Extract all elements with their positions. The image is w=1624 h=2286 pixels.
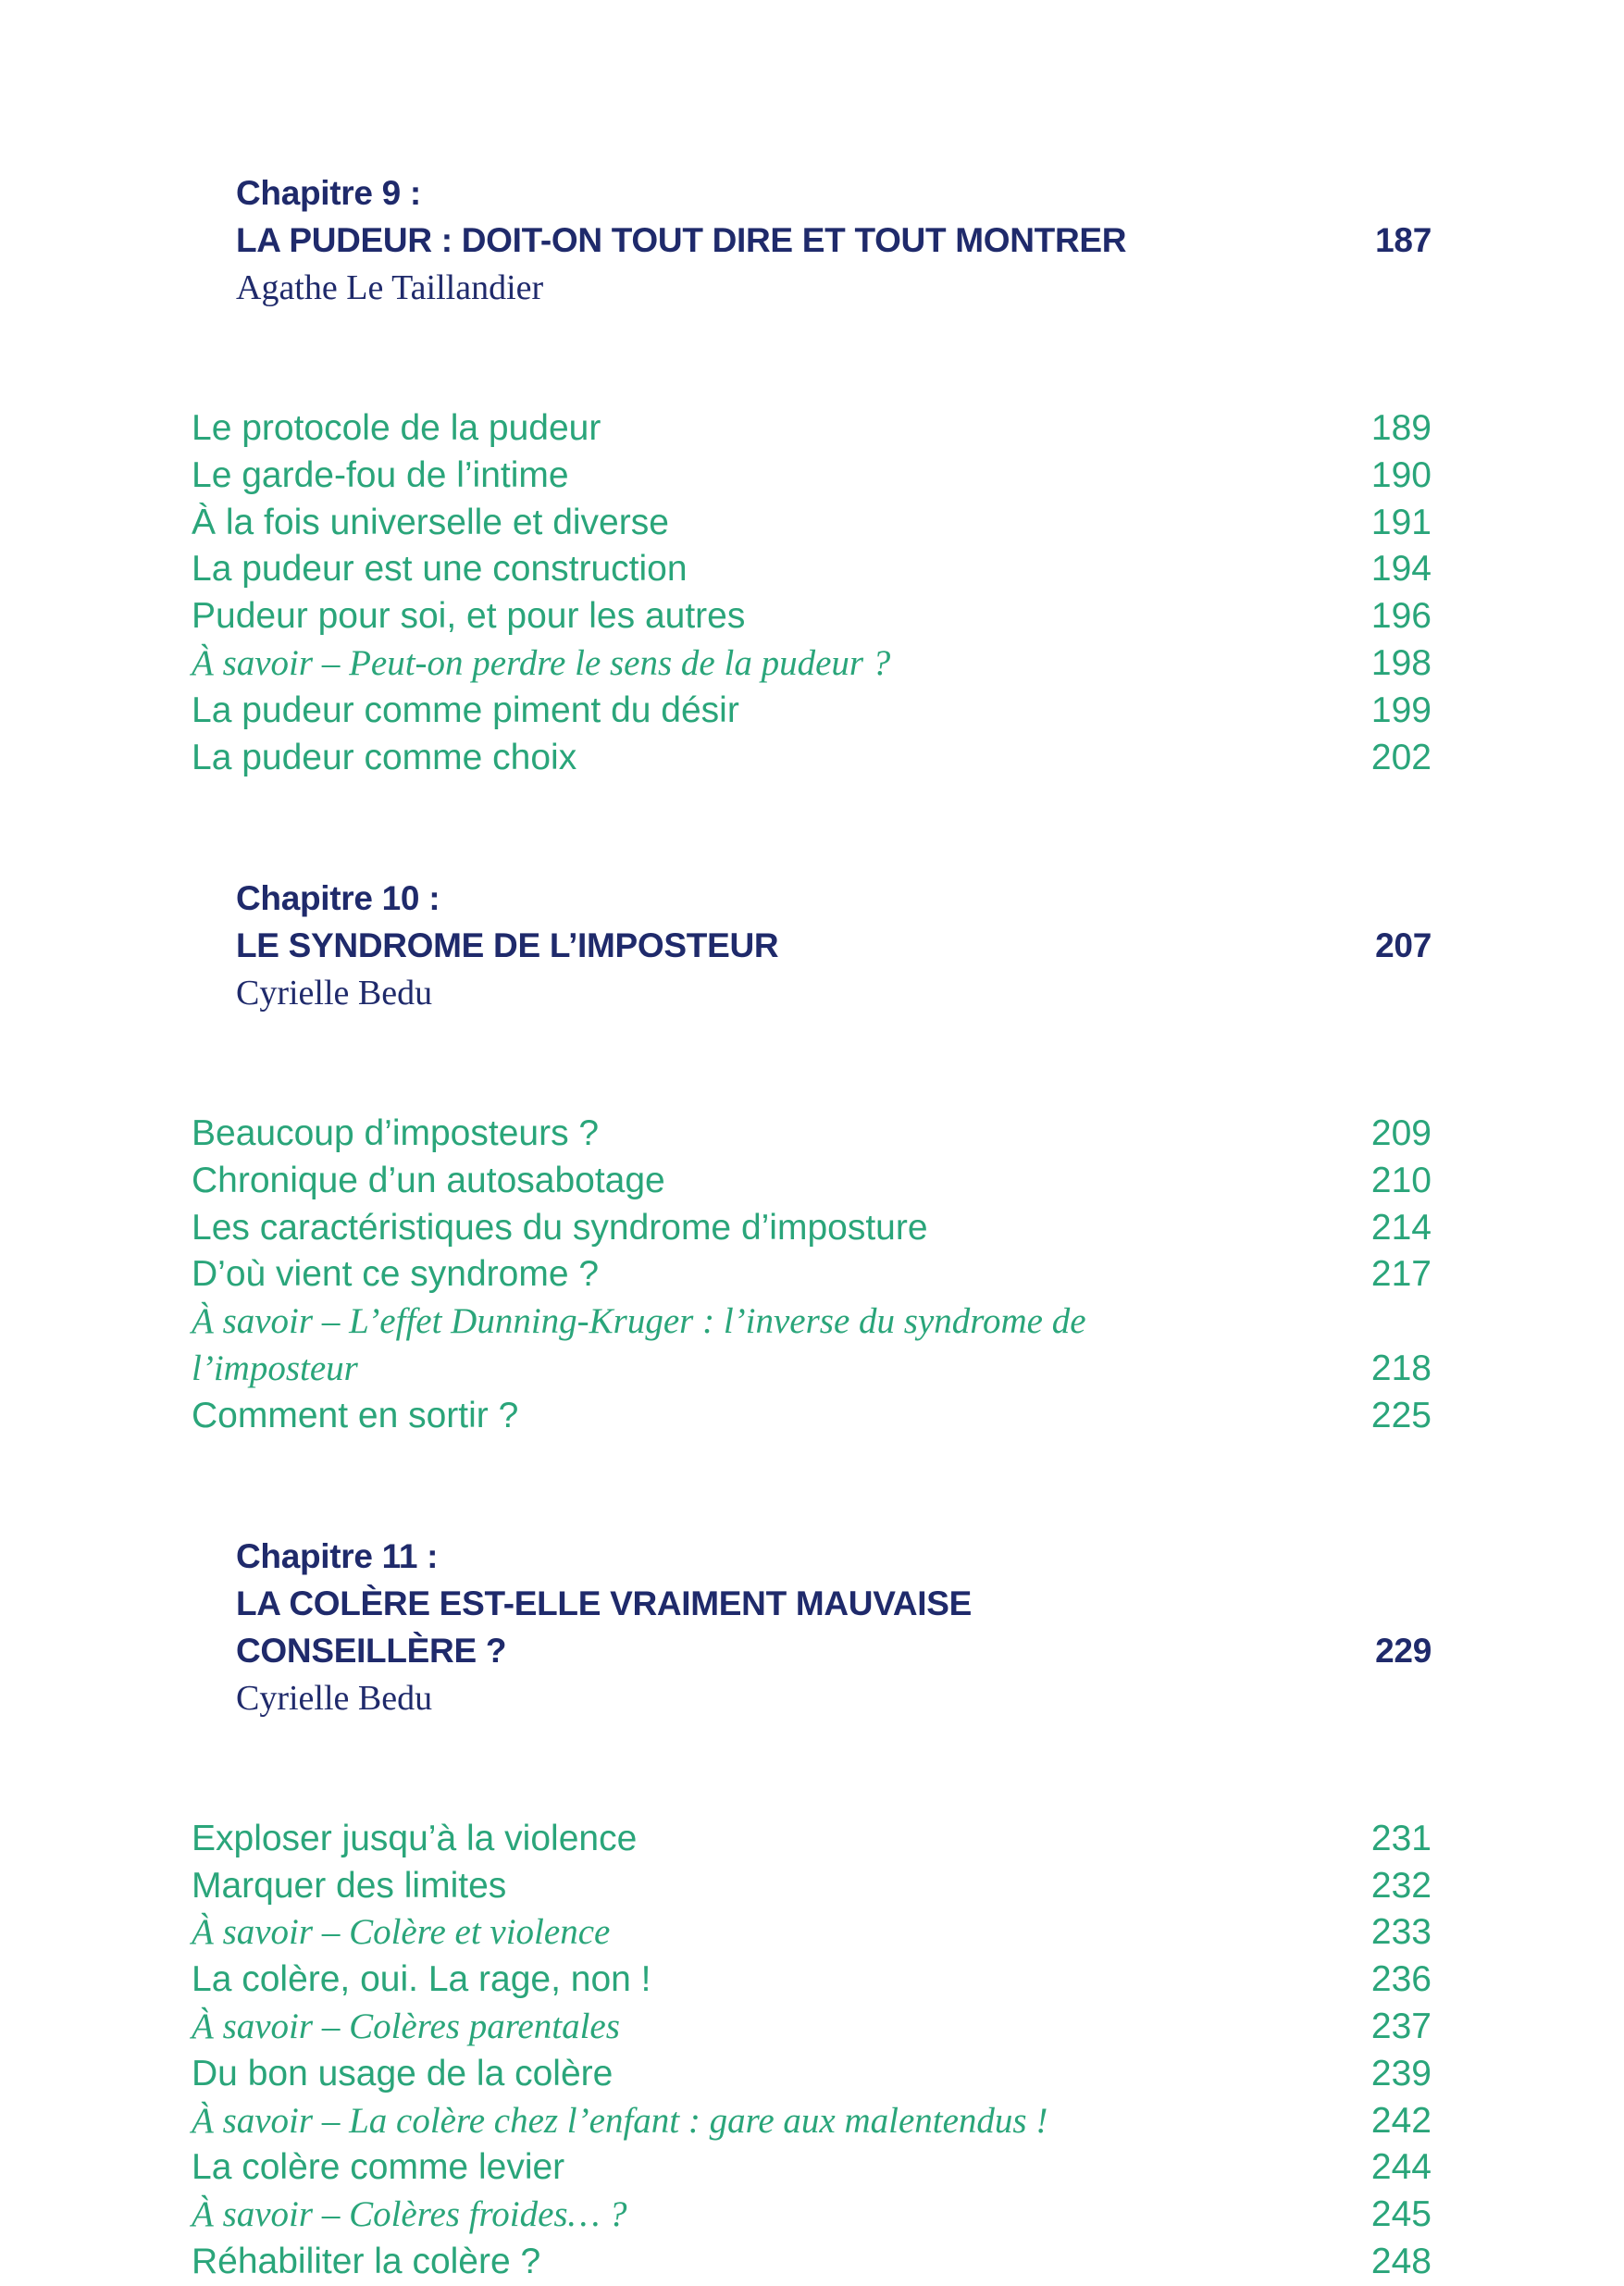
chapter-author: Cyrielle Bedu [236, 973, 433, 1013]
entry-title: Exploser jusqu’à la violence [192, 1818, 638, 1858]
chapter-label: Chapitre 10 : [236, 878, 440, 917]
chapter-title-row [192, 1581, 1432, 1628]
toc-entry[interactable] [192, 1205, 1432, 1252]
entry-page-number: 239 [1370, 2053, 1432, 2093]
chapter-title: CONSEILLÈRE ? [236, 1631, 507, 1670]
spacer [192, 1016, 1432, 1111]
toc-entry[interactable] [192, 2051, 1432, 2098]
entry-page-number: 244 [1370, 2147, 1432, 2188]
chapter-section [192, 876, 1432, 1440]
entry-page-number: 231 [1370, 1818, 1432, 1858]
chapter-page-number: 187 [1375, 220, 1432, 259]
entry-title: La pudeur comme choix [192, 737, 577, 777]
entry-page-number: 242 [1370, 2100, 1432, 2141]
entry-title: À savoir – La colère chez l’enfant : gare aux malentendus ! [192, 2100, 1048, 2141]
chapter-page-number: 207 [1375, 926, 1432, 964]
entry-title: À savoir – Colère et violence [192, 1912, 611, 1953]
entry-title: À savoir – Colères parentales [192, 2006, 620, 2047]
toc-entry-a-savoir[interactable] [192, 1346, 1432, 1393]
entry-title: Pudeur pour soi, et pour les autres [192, 596, 746, 637]
toc-entry[interactable] [192, 405, 1432, 453]
entry-title: Réhabiliter la colère ? [192, 2242, 541, 2282]
toc-entry[interactable] [192, 593, 1432, 640]
spacer [192, 311, 1432, 405]
entry-title: La colère, oui. La rage, non ! [192, 1959, 651, 2000]
chapter-title: LA COLÈRE EST-ELLE VRAIMENT MAUVAISE [236, 1584, 973, 1622]
toc-entry[interactable] [192, 2144, 1432, 2192]
chapter-author: Agathe Le Taillandier [236, 267, 544, 307]
entry-page-number: 217 [1370, 1254, 1432, 1295]
entry-page-number: 245 [1370, 2194, 1432, 2235]
toc-entry-a-savoir[interactable] [192, 640, 1432, 688]
entry-title: D’où vient ce syndrome ? [192, 1254, 600, 1295]
entry-page-number: 214 [1370, 1207, 1432, 1248]
toc-entry[interactable] [192, 1816, 1432, 1863]
spacer [192, 1721, 1432, 1816]
toc-entry-a-savoir[interactable] [192, 2004, 1432, 2051]
entry-page-number: 225 [1370, 1395, 1432, 1435]
toc-entry[interactable] [192, 546, 1432, 593]
entry-page-number: 209 [1370, 1112, 1432, 1153]
entry-page-number: 210 [1370, 1160, 1432, 1200]
entry-page-number: 196 [1370, 596, 1432, 637]
toc-entry[interactable] [192, 1957, 1432, 2004]
chapter-label: Chapitre 9 : [236, 174, 421, 212]
entry-title: Marquer des limites [192, 1865, 507, 1906]
chapter-title-row [192, 217, 1432, 265]
toc-entry-a-savoir[interactable] [192, 2098, 1432, 2145]
entry-title: La pudeur est une construction [192, 549, 688, 590]
chapter-title-row [192, 1628, 1432, 1675]
toc-entry-a-savoir[interactable] [192, 1909, 1432, 1957]
toc-entry[interactable] [192, 2239, 1432, 2286]
chapter-section [192, 170, 1432, 781]
entry-page-number: 189 [1370, 407, 1432, 448]
toc-entry-a-savoir[interactable] [192, 1298, 1432, 1346]
chapter-author-row [192, 1675, 1432, 1722]
entry-page-number: 237 [1370, 2006, 1432, 2047]
entry-page-number: 248 [1370, 2242, 1432, 2282]
chapter-label-row [192, 876, 1432, 923]
toc-entry[interactable] [192, 1863, 1432, 1910]
chapter-title: LE SYNDROME DE L’IMPOSTEUR [236, 926, 779, 964]
toc-entry[interactable] [192, 1251, 1432, 1298]
toc-entry-a-savoir[interactable] [192, 2192, 1432, 2239]
entry-title: À la fois universelle et diverse [192, 502, 669, 542]
entry-page-number: 199 [1370, 690, 1432, 730]
entry-page-number: 232 [1370, 1865, 1432, 1906]
toc-entry[interactable] [192, 1158, 1432, 1205]
spacer [192, 781, 1432, 876]
entry-title: Chronique d’un autosabotage [192, 1160, 665, 1200]
entry-page-number: 190 [1370, 454, 1432, 495]
entry-title: Du bon usage de la colère [192, 2053, 614, 2093]
chapter-author: Cyrielle Bedu [236, 1678, 433, 1718]
toc-entry[interactable] [192, 1111, 1432, 1158]
entry-page-number: 194 [1370, 549, 1432, 590]
entry-page-number: 191 [1370, 502, 1432, 542]
entry-title: Comment en sortir ? [192, 1395, 519, 1435]
toc-entry[interactable] [192, 500, 1432, 547]
entry-page-number: 236 [1370, 1959, 1432, 2000]
toc-entry[interactable] [192, 688, 1432, 735]
entry-page-number: 198 [1370, 642, 1432, 683]
entry-title: À savoir – L’effet Dunning-Kruger : l’inverse du syndrome de [192, 1301, 1086, 1342]
chapter-author-row [192, 265, 1432, 312]
toc-entry[interactable] [192, 735, 1432, 782]
toc-entry[interactable] [192, 1393, 1432, 1440]
entry-title: Le protocole de la pudeur [192, 407, 601, 448]
chapter-title: LA PUDEUR : DOIT-ON TOUT DIRE ET TOUT MONTRER [236, 220, 1127, 259]
chapter-page-number: 229 [1375, 1631, 1432, 1670]
toc-entry[interactable] [192, 453, 1432, 500]
entry-title: l’imposteur [192, 1348, 358, 1388]
chapter-label: Chapitre 11 : [236, 1537, 439, 1576]
spacer [192, 1440, 1432, 1534]
entry-title: À savoir – Peut-on perdre le sens de la pudeur ? [192, 642, 891, 683]
entry-title: La colère comme levier [192, 2147, 565, 2188]
entry-page-number: 233 [1370, 1912, 1432, 1953]
entry-title: La pudeur comme piment du désir [192, 690, 739, 730]
entry-page-number: 218 [1370, 1348, 1432, 1388]
chapter-section [192, 1534, 1432, 2286]
entry-title: Les caractéristiques du syndrome d’imposture [192, 1207, 928, 1248]
table-of-contents [192, 170, 1432, 2286]
chapter-author-row [192, 970, 1432, 1017]
chapter-title-row [192, 923, 1432, 970]
chapter-label-row [192, 170, 1432, 217]
entry-title: À savoir – Colères froides… ? [192, 2194, 627, 2235]
chapter-label-row [192, 1534, 1432, 1581]
entry-title: Le garde-fou de l’intime [192, 454, 569, 495]
entry-page-number: 202 [1370, 737, 1432, 777]
entry-title: Beaucoup d’imposteurs ? [192, 1112, 600, 1153]
